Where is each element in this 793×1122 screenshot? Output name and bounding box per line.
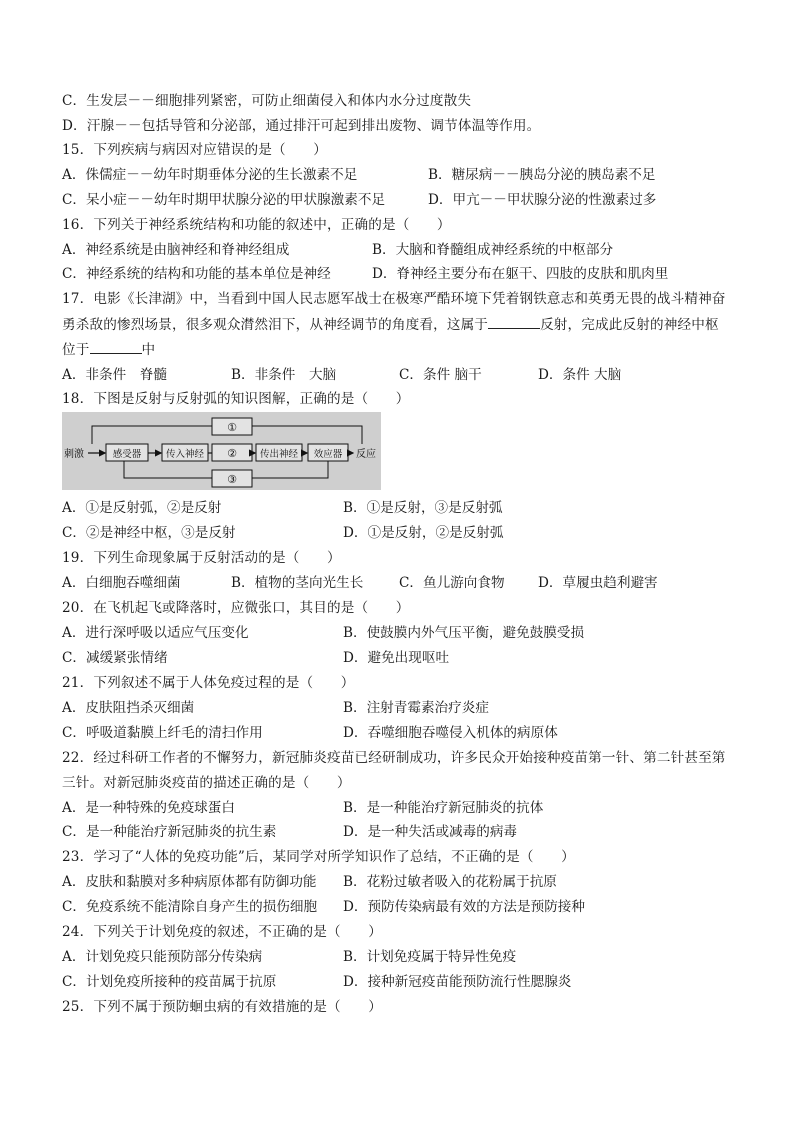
q17-text-a: 勇杀敌的惨烈场景，很多观众潸然泪下，从神经调节的角度看，这属于 bbox=[62, 317, 489, 333]
label-2: ② bbox=[227, 447, 237, 460]
answer-blank bbox=[488, 316, 540, 329]
q24-option-c: C．计划免疫所接种的疫苗属于抗原 bbox=[62, 974, 277, 990]
q22-option-a: A．是一种特殊的免疫球蛋白 bbox=[62, 800, 235, 816]
q23-stem: 23．学习了“人体的免疫功能”后，某同学对所学知识作了总结，不正确的是（ ） bbox=[62, 849, 575, 865]
q21-option-b: B．注射青霉素治疗炎症 bbox=[343, 700, 489, 716]
q19-option-a: A．白细胞吞噬细菌 bbox=[62, 575, 181, 591]
c14-option: C．生发层－－细胞排列紧密，可防止细菌侵入和体内水分过度散失 bbox=[62, 93, 472, 109]
q16-stem: 16．下列关于神经系统结构和功能的叙述中，正确的是（ ） bbox=[62, 217, 451, 233]
q19-stem: 19．下列生命现象属于反射活动的是（ ） bbox=[62, 550, 341, 566]
afferent-label: 传入神经 bbox=[165, 449, 205, 460]
q19-option-c: C．鱼儿游向食物 bbox=[399, 575, 505, 591]
reflex-arc-diagram bbox=[62, 412, 381, 490]
receptor-label: 感受器 bbox=[112, 449, 142, 460]
q19-option-d: D．草履虫趋利避害 bbox=[538, 575, 658, 591]
stimulus-label: 刺激 bbox=[64, 449, 84, 460]
q24-option-b: B．计划免疫属于特异性免疫 bbox=[343, 949, 517, 965]
q24-option-d: D．接种新冠疫苗能预防流行性腮腺炎 bbox=[343, 974, 572, 990]
q23-option-a: A．皮肤和黏膜对多种病原体都有防御功能 bbox=[62, 874, 317, 890]
response-label: 反应 bbox=[356, 449, 376, 460]
q16-option-a: A．神经系统是由脑神经和脊神经组成 bbox=[62, 242, 290, 258]
q20-option-c: C．减缓紧张情绪 bbox=[62, 650, 168, 666]
q15-option-d: D．甲亢－－甲状腺分泌的性激素过多 bbox=[428, 192, 657, 208]
q22-stem-line2: 三针。对新冠肺炎疫苗的描述正确的是（ ） bbox=[62, 775, 351, 791]
q17-text-b: 反射，完成此反射的神经中枢 bbox=[540, 317, 719, 333]
q17-option-d: D．条件 大脑 bbox=[538, 367, 622, 383]
q18-option-c: C．②是神经中枢，③是反射 bbox=[62, 525, 236, 541]
q22-option-b: B．是一种能治疗新冠肺炎的抗体 bbox=[343, 800, 544, 816]
q24-stem: 24．下列关于计划免疫的叙述，不正确的是（ ） bbox=[62, 924, 382, 940]
q22-stem-line1: 22．经过科研工作者的不懈努力，新冠肺炎疫苗已经研制成功，许多民众开始接种疫苗第一针、第二针甚至第 bbox=[62, 750, 726, 766]
q17-text-d: 中 bbox=[141, 342, 156, 358]
q20-option-d: D．避免出现呕吐 bbox=[343, 650, 450, 666]
q23-option-c: C．免疫系统不能清除自身产生的损伤细胞 bbox=[62, 899, 318, 915]
q15-option-b: B．糖尿病－－胰岛分泌的胰岛素不足 bbox=[428, 167, 656, 183]
q20-stem: 20．在飞机起飞或降落时，应微张口，其目的是（ ） bbox=[62, 600, 410, 616]
q15-option-a: A．侏儒症－－幼年时期垂体分泌的生长激素不足 bbox=[62, 167, 358, 183]
effector-label: 效应器 bbox=[313, 449, 343, 460]
efferent-label: 传出神经 bbox=[259, 449, 299, 460]
q23-option-d: D．预防传染病最有效的方法是预防接种 bbox=[343, 899, 585, 915]
q18-option-a: A．①是反射弧，②是反射 bbox=[62, 500, 222, 516]
q23-option-b: B．花粉过敏者吸入的花粉属于抗原 bbox=[343, 874, 557, 890]
q17-option-c: C．条件 脑干 bbox=[399, 367, 482, 383]
q17-text-c: 位于 bbox=[62, 342, 90, 358]
q15-stem: 15．下列疾病与病因对应错误的是（ ） bbox=[62, 142, 327, 158]
q16-option-b: B．大脑和脊髓组成神经系统的中枢部分 bbox=[372, 242, 614, 258]
q22-option-d: D．是一种失活或减毒的病毒 bbox=[343, 824, 518, 840]
q17-stem-line2 bbox=[62, 316, 719, 334]
q19-option-b: B．植物的茎向光生长 bbox=[231, 575, 364, 591]
q17-stem-line3 bbox=[62, 341, 155, 359]
q21-stem: 21．下列叙述不属于人体免疫过程的是（ ） bbox=[62, 675, 355, 691]
answer-blank bbox=[90, 341, 142, 354]
q20-option-b: B．使鼓膜内外气压平衡，避免鼓膜受损 bbox=[343, 625, 585, 641]
q16-option-d: D．脊神经主要分布在躯干、四肢的皮肤和肌肉里 bbox=[372, 266, 669, 282]
q17-option-a: A．非条件 脊髓 bbox=[62, 367, 167, 383]
q21-option-d: D．吞噬细胞吞噬侵入机体的病原体 bbox=[343, 725, 558, 741]
q18-stem: 18．下图是反射与反射弧的知识图解，正确的是（ ） bbox=[62, 391, 410, 407]
q17-stem-line1: 17．电影《长津湖》中，当看到中国人民志愿军战士在极寒严酷环境下凭着钢铁意志和英勇无畏的战斗精神奋 bbox=[62, 291, 726, 307]
label-1: ① bbox=[227, 421, 237, 434]
q20-option-a: A．进行深呼吸以适应气压变化 bbox=[62, 625, 249, 641]
q18-option-d: D．①是反射，②是反射弧 bbox=[343, 525, 504, 541]
q15-option-c: C．呆小症－－幼年时期甲状腺分泌的甲状腺激素不足 bbox=[62, 192, 386, 208]
q25-stem: 25．下列不属于预防蛔虫病的有效措施的是（ ） bbox=[62, 999, 382, 1015]
q21-option-a: A．皮肤阻挡杀灭细菌 bbox=[62, 700, 195, 716]
q17-option-b: B．非条件 大脑 bbox=[231, 367, 337, 383]
label-3: ③ bbox=[227, 473, 237, 486]
d14-option: D．汗腺－－包括导管和分泌部，通过排汗可起到排出废物、调节体温等作用。 bbox=[62, 118, 541, 134]
q24-option-a: A．计划免疫只能预防部分传染病 bbox=[62, 949, 263, 965]
q16-option-c: C．神经系统的结构和功能的基本单位是神经 bbox=[62, 266, 331, 282]
q18-option-b: B．①是反射，③是反射弧 bbox=[343, 500, 503, 516]
q22-option-c: C．是一种能治疗新冠肺炎的抗生素 bbox=[62, 824, 277, 840]
q21-option-c: C．呼吸道黏膜上纤毛的清扫作用 bbox=[62, 725, 263, 741]
